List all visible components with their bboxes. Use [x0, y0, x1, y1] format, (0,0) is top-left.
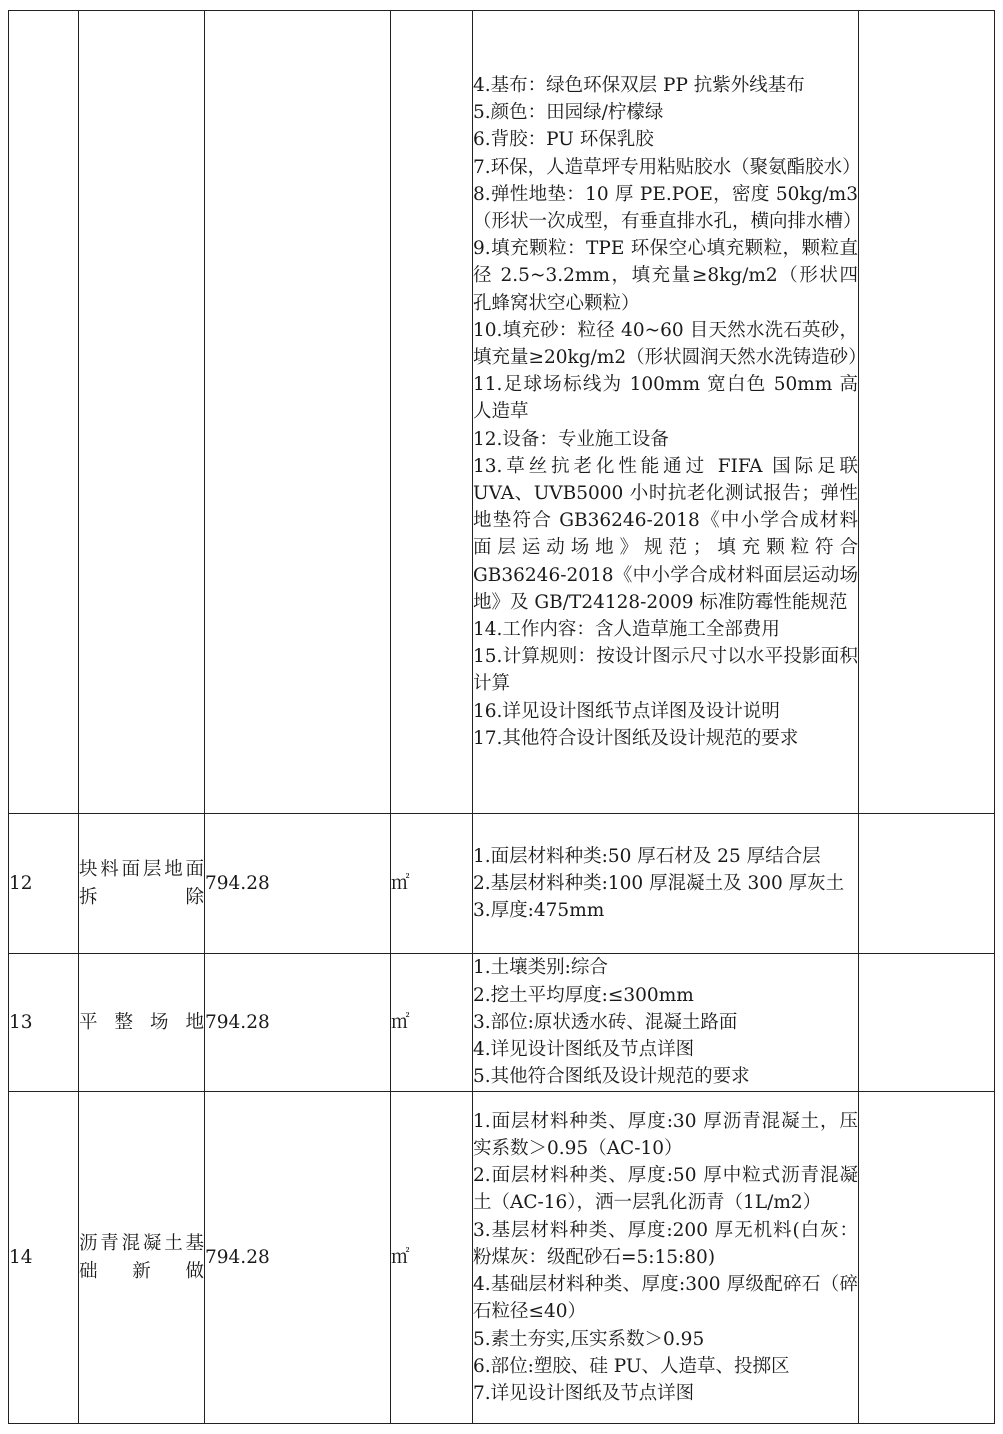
item-number: 14 — [9, 1092, 79, 1424]
description-line: 4.基础层材料种类、厚度:300 厚级配碎石（碎石粒径≤40） — [473, 1274, 858, 1323]
description-line: 5.其他符合图纸及设计规范的要求 — [473, 1066, 750, 1088]
description-line: 4.详见设计图纸及节点详图 — [473, 1039, 695, 1061]
description-line: 16.详见设计图纸节点详图及设计说明 — [473, 700, 780, 722]
item-description — [473, 1092, 859, 1424]
description-line: 3.基层材料种类、厚度:200 厚无机料(白灰：粉煤灰：级配砂石=5:15:80) — [473, 1219, 858, 1268]
description-line: 2.面层材料种类、厚度:50 厚中粒式沥青混凝土（AC-16），洒一层乳化沥青（1L/m2） — [473, 1165, 858, 1214]
item-name: 块料面层地面拆除 — [79, 814, 205, 954]
item-remark — [859, 954, 995, 1092]
item-quantity: 794.28 — [205, 814, 391, 954]
description-line: 7.环保，人造草坪专用粘贴胶水（聚氨酯胶水） — [473, 156, 861, 178]
description-line: 12.设备：专业施工设备 — [473, 428, 669, 450]
table-row-item-12 — [9, 814, 995, 954]
item-quantity: 794.28 — [205, 954, 391, 1092]
item-remark — [859, 1092, 995, 1424]
description-line: 8.弹性地垫：10 厚 PE.POE，密度 50kg/m3（形状一次成型，有垂直排水孔，横向排水槽） — [473, 183, 862, 232]
description-line: 10.填充砂：粒径 40~60 目天然水洗石英砂，填充量≥20kg/m2（形状圆润天然水洗铸造砂） — [473, 319, 867, 368]
item-remark — [859, 11, 995, 814]
description-line: 11.足球场标线为 100mm 宽白色 50mm 高人造草 — [473, 374, 858, 423]
description-line: 2.基层材料种类:100 厚混凝土及 300 厚灰土 — [473, 872, 845, 894]
description-line: 14.工作内容：含人造草施工全部费用 — [473, 619, 780, 641]
description-line: 1.面层材料种类:50 厚石材及 25 厚结合层 — [473, 845, 821, 867]
bill-of-quantities-table — [8, 10, 995, 1424]
table-row-item-14 — [9, 1092, 995, 1424]
item-remark — [859, 814, 995, 954]
description-line: 4.基布：绿色环保双层 PP 抗紫外线基布 — [473, 74, 805, 96]
table-row-continuation — [9, 11, 995, 814]
description-line: 7.详见设计图纸及节点详图 — [473, 1382, 695, 1404]
item-name: 平整场地 — [79, 954, 205, 1092]
description-line: 15.计算规则：按设计图示尺寸以水平投影面积计算 — [473, 646, 858, 695]
item-unit: ㎡ — [391, 954, 473, 1092]
description-line: 9.填充颗粒：TPE 环保空心填充颗粒，颗粒直径 2.5~3.2mm，填充量≥8kg/m2（形状四孔蜂窝状空心颗粒） — [473, 238, 858, 314]
item-unit — [391, 11, 473, 814]
description-line: 17.其他符合设计图纸及设计规范的要求 — [473, 727, 799, 749]
item-name — [79, 11, 205, 814]
item-description — [473, 11, 867, 814]
description-line: 5.素土夯实,压实系数＞0.95 — [473, 1328, 705, 1350]
description-line: 6.背胶：PU 环保乳胶 — [473, 129, 654, 151]
description-line: 3.部位:原状透水砖、混凝土路面 — [473, 1011, 738, 1033]
description-line: 1.面层材料种类、厚度:30 厚沥青混凝土，压实系数＞0.95（AC-10） — [473, 1110, 858, 1160]
item-unit: ㎡ — [391, 814, 473, 954]
item-number: 12 — [9, 814, 79, 954]
description-line: 6.部位:塑胶、硅 PU、人造草、投掷区 — [473, 1355, 790, 1377]
item-quantity — [205, 11, 391, 814]
item-unit: ㎡ — [391, 1092, 473, 1424]
description-line: 5.颜色：田园绿/柠檬绿 — [473, 102, 664, 124]
item-description — [473, 954, 859, 1092]
description-line: 13.草丝抗老化性能通过 FIFA 国际足联 UVA、UVB5000 小时抗老化测试报告；弹性地垫符合 GB36246-2018《中小学合成材料面层运动场地》规范；填充颗粒符合 GB36246-2018《中小学合成材料面层运动场地》及 GB/T24128-2009 标准防霉性能规范 — [473, 455, 858, 613]
item-number: 13 — [9, 954, 79, 1092]
description-line: 1.土壤类别:综合 — [473, 957, 608, 979]
table-row-item-13 — [9, 954, 995, 1092]
item-name: 沥青混凝土基础新做 — [79, 1092, 205, 1424]
item-quantity: 794.28 — [205, 1092, 391, 1424]
item-description — [473, 814, 859, 954]
item-number — [9, 11, 79, 814]
description-line: 3.厚度:475mm — [473, 900, 605, 922]
description-line: 2.挖土平均厚度:≤300mm — [473, 984, 694, 1006]
